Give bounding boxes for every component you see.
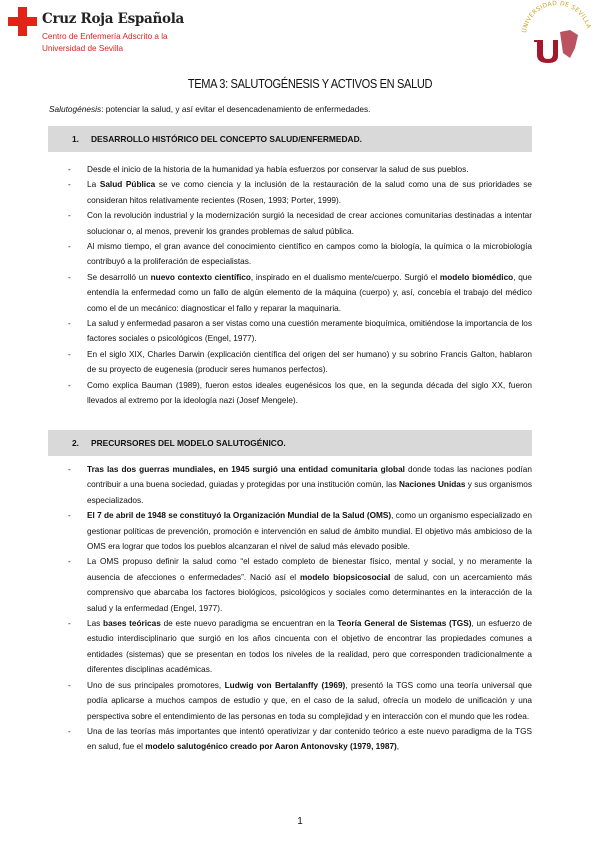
text: , que entendía la enfermedad como un fallo de algún elemento de la máquina (cuerpo) y, así, concebía el trabajo del médico como el de un mecánico: diagnosticar el fallo y reparar la maquinaria. (87, 272, 532, 313)
bullet-dash-icon: - (68, 242, 71, 252)
org-subtitle-line2: Universidad de Sevilla (42, 44, 124, 53)
bullet-dash-icon: - (68, 319, 71, 329)
bullet-dash-icon: - (68, 272, 71, 282)
bullet-dash-icon: - (68, 557, 71, 567)
bold-text: modelo biomédico (439, 272, 514, 282)
bullet-dash-icon: - (68, 619, 71, 629)
text: de este nuevo paradigma se encuentran en la (160, 619, 338, 629)
text: , inspirado en el dualismo mente/cuerpo. Surgió el (250, 272, 440, 282)
intro-term: Salutogénesis (49, 104, 102, 114)
text: , (396, 742, 400, 752)
list-item (68, 177, 532, 208)
bullet-dash-icon: - (68, 465, 71, 474)
bold-text: bases teóricas (103, 619, 161, 629)
text: Las (87, 619, 104, 629)
section-1-heading (48, 126, 532, 152)
text: Al mismo tiempo, el gran avance del conocimiento científico en campos como la biología, la química o la microbiología contribuyó a la proliferación de especialistas. (87, 242, 532, 267)
text: , presentó la TGS como una teoría universal que podía aplicarse a muchos campos de estudio y que, en el caso de la salud, ofrecía un modelo de unificación y una perspectiva sobre el entendimiento de las personas en toda su complejidad y en interacción con el mundo que les rodea. (87, 680, 532, 721)
text: Uno de sus principales promotores, (87, 680, 225, 690)
bold-text: modelo biopsicosocial (299, 572, 391, 582)
section-1-list (68, 162, 532, 409)
bullet-dash-icon: - (68, 180, 71, 190)
section-2-heading (48, 430, 532, 456)
intro-definition (49, 104, 370, 114)
text: , como un organismo especializado en gestionar políticas de prevención, promoción e intervención en salud de ámbito mundial. El objetivo más ambicioso de la OMS era lograr que todos los pueblos alcanzaran el nivel de salud más elevado posible. (87, 511, 532, 552)
section-2-list (68, 462, 532, 755)
bullet-dash-icon: - (68, 380, 71, 390)
text: Una de las teorías más importantes que intentó operativizar y dar contenido teórico a este nuevo paradigma de la TGS en salud, fue el (87, 726, 532, 752)
text: La OMS propuso definir la salud como “el estado completo de bienestar físico, mental y social, y no meramente la ausencia de afecciones o enfermedades”. Nació así el (87, 557, 532, 582)
page-title: TEMA 3: SALUTOGÉNESIS Y ACTIVOS EN SALUD (187, 76, 433, 91)
bullet-dash-icon: - (68, 511, 71, 521)
text: La (87, 180, 100, 190)
svg-text:UNIVERSIDAD DE SEVILLA (521, 0, 592, 33)
university-seville-logo-icon (522, 2, 592, 64)
bullet-dash-icon: - (68, 726, 71, 736)
text: Con la revolución industrial y la modernización surgió la necesidad de crear acciones comunitarias destinadas a intentar solucionar o, al menos, prevenir los grandes problemas de salud pública. (87, 211, 532, 236)
bullet-dash-icon: - (68, 349, 71, 359)
bold-text: nuevo contexto científico (150, 272, 251, 282)
bullet-dash-icon: - (68, 211, 71, 221)
section-number: 1. (72, 134, 79, 144)
bold-text: Salud Pública (99, 180, 156, 190)
list-item (68, 208, 532, 239)
list-item (68, 616, 532, 678)
bold-text: modelo salutogénico creado por Aaron Antonovsky (1979, 1987) (145, 742, 397, 752)
section-title: PRECURSORES DEL MODELO SALUTOGÉNICO. (91, 438, 286, 448)
text: Desde el inicio de la historia de la humanidad ya había esfuerzos por conservar la salud de sus pueblos. (87, 165, 469, 174)
page-number: 1 (297, 816, 303, 827)
text: Como explica Bauman (1989), fueron estos ideales eugenésicos los que, en la segunda década del siglo XX, fueron llevados al extremo por la ideología nazi (Josef Mengele). (87, 380, 532, 406)
text: de salud, con un acercamiento más comprensivo que abarcaba los factores biológicos, psicológicos y sociales como determinantes en la interacción de la salud y la enfermedad (Engel, 1977). (87, 572, 532, 613)
org-name: Cruz Roja Española (42, 11, 184, 27)
text: La salud y enfermedad pasaron a ser vistas como una cuestión meramente bioquímica, omitiéndose la importancia de los factores sociales o psicológicos (Engel, 1977). (87, 319, 532, 344)
list-item (68, 239, 532, 270)
text: En el siglo XIX, Charles Darwin (explicación científica del origen del ser humano) y su sobrino Francis Galton, hablaron de su proyecto de eugenesia (producir seres humanos perfectos). (87, 349, 532, 375)
list-item (68, 347, 532, 378)
org-subtitle (42, 31, 168, 55)
bold-text: Teoría General de Sistemas (TGS) (337, 619, 472, 629)
text: , un esfuerzo de estudio interdisciplinario que surgió en los años cincuenta con el objetivo de encontrar las propiedades comunes a entidades (sistemas) que se presentan en todos los niveles de la realidad, pero que corresponden tradicionalmente a diferentes disciplinas académicas. (87, 619, 532, 675)
list-item (68, 162, 532, 177)
section-number: 2. (72, 438, 79, 448)
bold-text: El 7 de abril de 1948 se constituyó la Organización Mundial de la Salud (OMS) (87, 511, 392, 521)
list-item (68, 554, 532, 616)
bold-text: Ludwig von Bertalanffy (1969) (224, 680, 346, 690)
university-emblem-icon (534, 30, 578, 63)
list-item (68, 462, 532, 508)
bullet-dash-icon: - (68, 680, 71, 690)
intro-text: : potenciar la salud, y así evitar el desencadenamiento de enfermedades. (101, 104, 371, 114)
list-item (68, 508, 532, 554)
bullet-dash-icon: - (68, 165, 71, 174)
list-item (68, 678, 532, 724)
section-title: DESARROLLO HISTÓRICO DEL CONCEPTO SALUD/ENFERMEDAD. (91, 134, 362, 144)
red-cross-logo-icon (8, 7, 37, 36)
text: donde todas las naciones podían contribuir a una buena sociedad, guiadas y protegidas por una institución común, las (87, 465, 532, 490)
list-item (68, 724, 532, 755)
list-item (68, 316, 532, 347)
text: y sus organismos especializados. (87, 480, 532, 505)
list-item (68, 270, 532, 316)
text: se ve como ciencia y la inclusión de la restauración de la salud como una de sus prioridades se consideran hitos relativamente recientes (Rosen, 1993; Porter, 1999). (87, 180, 532, 205)
bold-text: Tras las dos guerras mundiales, en 1945 surgió una entidad comunitaria global (87, 465, 405, 474)
list-item (68, 378, 532, 409)
text: Se desarrolló un (87, 272, 151, 282)
org-subtitle-line1: Centro de Enfermería Adscrito a la (42, 32, 168, 41)
bold-text: Naciones Unidas (398, 480, 466, 490)
university-logo-text: UNIVERSIDAD DE SEVILLA (521, 0, 593, 34)
